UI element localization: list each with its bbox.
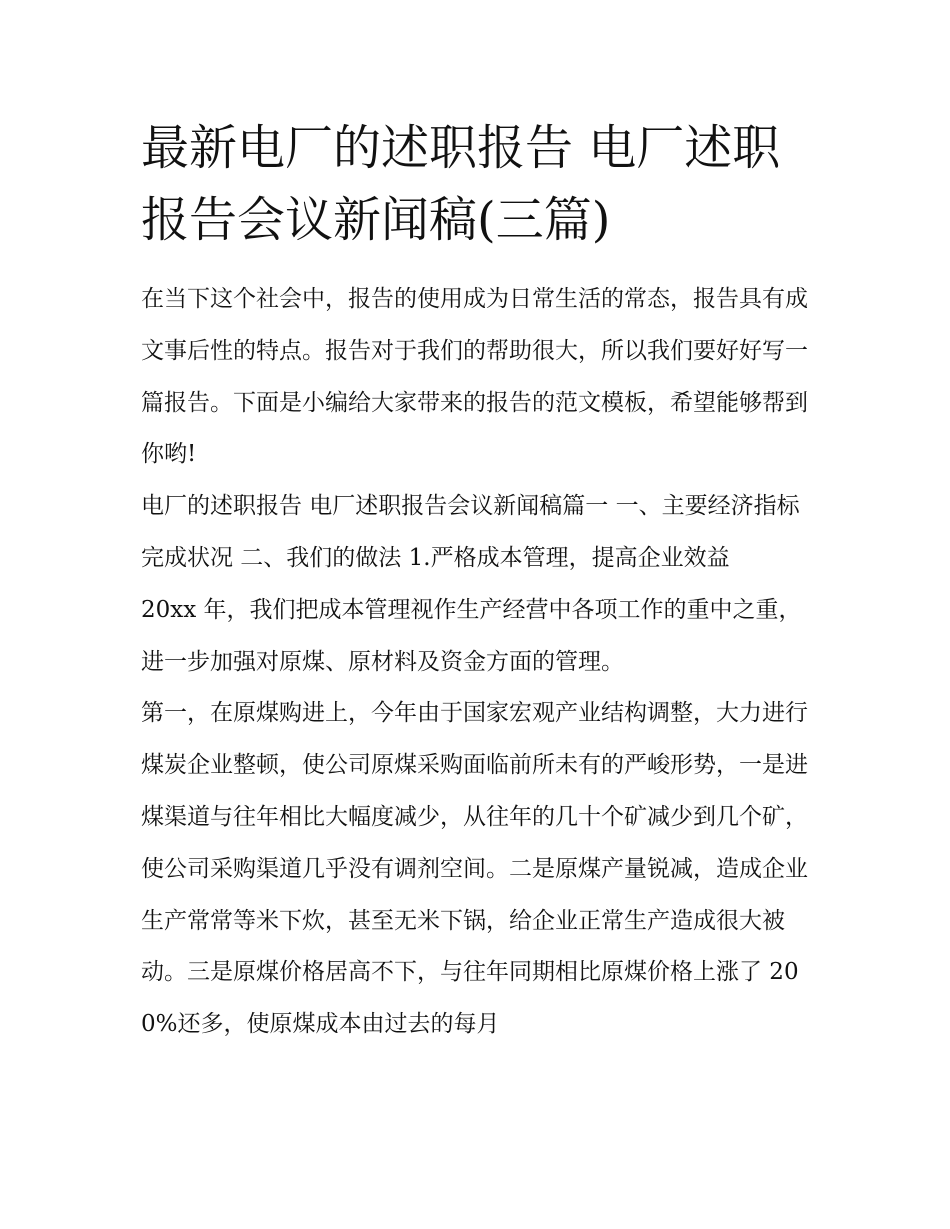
document-title: 最新电厂的述职报告 电厂述职报告会议新闻稿(三篇) — [141, 120, 781, 248]
document-body — [141, 274, 816, 1051]
paragraph-coal-purchase: 第一，在原煤购进上，今年由于国家宏观产业结构调整，大力进行煤炭企业整顿，使公司原煤采购面临前所未有的严峻形势，一是进煤渠道与往年相比大幅度减少，从往年的几十个矿减少到几个矿，使公司采购渠道几乎没有调剂空间。二是原煤产量锐减，造成企业生产常常等米下炊，甚至无米下锅，给企业正常生产造成很大被动。三是原煤价格居高不下，与往年同期相比原煤价格上涨了 200%还多，使原煤成本由过去的每月 — [141, 700, 808, 1038]
paragraph-cost-management: 20xx 年，我们把成本管理视作生产经营中各项工作的重中之重，进一步加强对原煤、原材料及资金方面的管理。 — [141, 596, 802, 675]
paragraph-intro: 在当下这个社会中，报告的使用成为日常生活的常态，报告具有成文事后性的特点。报告对于我们的帮助很大，所以我们要好好写一篇报告。下面是小编给大家带来的报告的范文模板，希望能够帮到你哟! — [141, 286, 808, 468]
document-page — [141, 112, 816, 1051]
paragraph-section-heading: 电厂的述职报告 电厂述职报告会议新闻稿篇一 一、主要经济指标完成状况 二、我们的做法 1.严格成本管理，提高企业效益 — [141, 493, 800, 571]
